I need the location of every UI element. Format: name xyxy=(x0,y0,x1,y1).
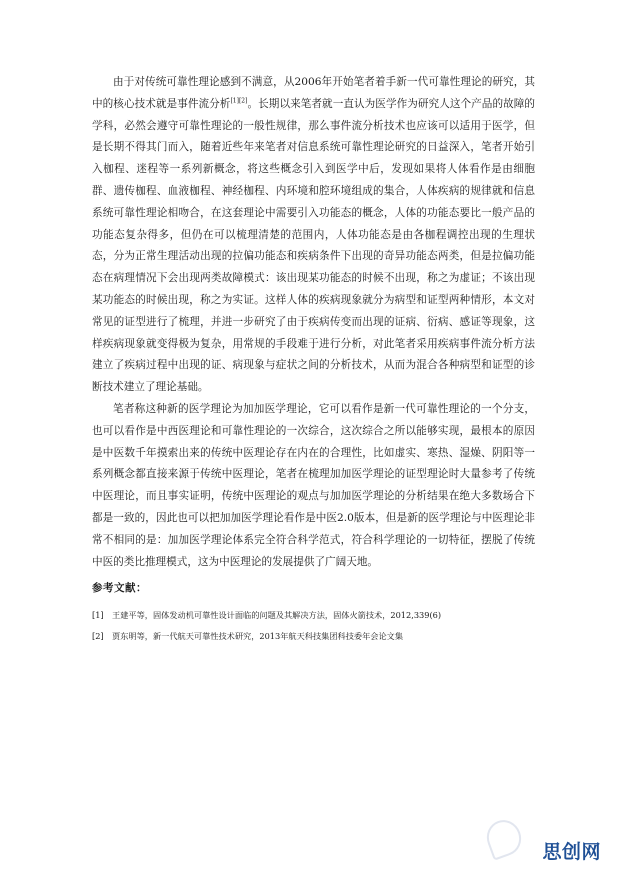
watermark-brand: 思创网 xyxy=(542,841,601,863)
paragraph-1 xyxy=(92,72,535,399)
reference-text: 贾东明等，新一代航天可靠性技术研究，2013年航天科技集团科技委年会论文集 xyxy=(112,631,404,641)
references-heading: 参考文献： xyxy=(92,582,147,594)
citation-marker: [1][2] xyxy=(230,97,248,105)
paragraph-2-text: 笔者称这种新的医学理论为加加医学理论，它可以看作是新一代可靠性理论的一个分支，也可以看作是中西医理论和可靠性理论的一次综合，这次综合之所以能够实现，最根本的原因是中医数千年摸索出来的传统中医理论存在内在的合理性，比如虚实、寒热、湿燥、阴阳等一系列概念都直接来源于传统中医理论，笔者在梳理加加医学理论的证型理论时大量参考了传统中医理论，而且事实证明，传统中医理论的观点与加加医学理论的分析结果在绝大多数场合下都是一致的，因此也可以把加加医学理论看作是中医2.0版本，但是新的医学理论与中医理论非常不相同的是：加加医学理论体系完全符合科学范式，符合科学理论的一切特征，摆脱了传统中医的类比推理模式，这为中医理论的发展提供了广阔天地。 xyxy=(92,402,535,568)
reference-item xyxy=(92,609,535,621)
paragraph-1-text-start: 由于对传统可靠性理论感到不满意，从2006年开始笔者着手新一代可靠性理论的研究，其中的核心技术就是事件流分析 xyxy=(92,76,535,110)
references-section xyxy=(92,580,535,651)
watermark-logo-icon xyxy=(482,815,526,860)
paragraph-1-text-end: 。长期以来笔者就一直认为医学作为研究人这个产品的故障的学科，必然会遵守可靠性理论的一般性规律，那么事件流分析技术也应该可以适用于医学，但是长期不得其门而入，随着近些年来笔者对信息系统可靠性理论研究的日益深入，笔者开始引入枷程、迷程等一系列新概念，将这些概念引入到医学中后，发现如果将人体看作是由细胞群、遗传枷程、血液枷程、神经枷程、内环境和腔环境组成的集合，人体疾病的规律就和信息系统可靠性理论相吻合，在这套理论中需要引入功能态的概念，人体的功能态要比一般产品的功能态复杂得多，但仍在可以梳理清楚的范围内，人体功能态是由各枷程调控出现的生理状态，分为正常生理活动出现的拉偏功能态和疾病条件下出现的奇异功能态两类，但是拉偏功能态在病理情况下会出现两类故障模式：该出现某功能态的时候不出现，称之为虚证；不该出现某功能态的时候出现，称之为实证。这样人体的疾病现象就分为病型和证型两种情形，本文对常见的证型进行了梳理，并进一步研究了由于疾病传变而出现的证病、衍病、感证等现象，这样疾病现象就变得极为复杂，用常规的手段难于进行分析，对此笔者采用疾病事件流分析方法建立了疾病过程中出现的证、病现象与症状之间的分析技术，从而为混合各种病型和证型的诊断技术建立了理论基础。 xyxy=(92,97,536,394)
body-text xyxy=(92,72,535,573)
reference-item xyxy=(92,630,535,642)
paragraph-2 xyxy=(92,399,535,573)
reference-number: [1] xyxy=(92,610,104,620)
reference-text: 王建平等，固体发动机可靠性设计面临的问题及其解决方法，固体火箭技术，2012,339(6) xyxy=(112,610,442,620)
site-watermark xyxy=(487,808,607,868)
reference-number: [2] xyxy=(92,631,104,641)
